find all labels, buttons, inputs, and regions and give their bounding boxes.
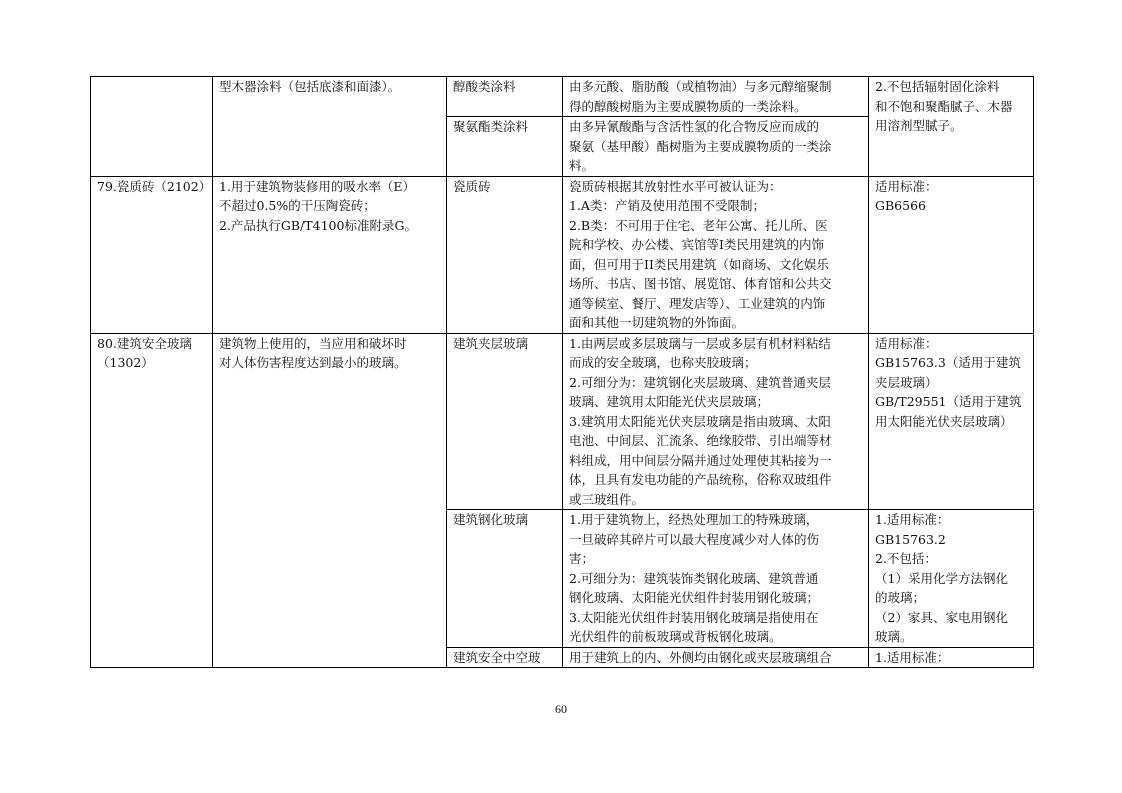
notes-cell: 适用标准： GB6566: [869, 176, 1034, 333]
notes-cell: 2.不包括辐射固化涂料 和不饱和聚酯腻子、木器 用溶剂型腻子。: [869, 77, 1034, 177]
subtype-name-cell: 醇酸类涂料: [447, 77, 563, 117]
subtype-desc-cell: 1.由两层或多层玻璃与一层或多层有机材料粘结 而成的安全玻璃，也称夹胶玻璃； 2.可细分为：建筑钢化夹层玻璃、建筑普通夹层 玻璃、建筑用太阳能光伏夹层玻璃； 3.建筑用太阳能光伏夹层玻璃是指由玻璃、太阳 电池、中间层、汇流条、绝缘胶带、引出端等材 料组成，用中间层分隔并通过处理使其粘接为一 体，且具有发电功能的产品统称，俗称双玻组件 或三玻组件。: [563, 333, 869, 510]
notes-cell: 适用标准： GB15763.3（适用于建筑 夹层玻璃） GB/T29551（适用于建筑 用太阳能光伏夹层玻璃）: [869, 333, 1034, 510]
table-row: [91, 77, 1034, 117]
notes-cell: 1.适用标准：: [869, 647, 1034, 668]
subtype-desc-cell: 由多元酸、脂肪酸（或植物油）与多元醇缩聚制 得的醇酸树脂为主要成膜物质的一类涂料。: [563, 77, 869, 117]
notes-cell: 1.适用标准： GB15763.2 2.不包括： （1）采用化学方法钢化 的玻璃； （2）家具、家电用钢化 玻璃。: [869, 510, 1034, 648]
product-cell: [91, 77, 213, 177]
scope-cell: 1.用于建筑物装修用的吸水率（E） 不超过0.5%的干压陶瓷砖； 2.产品执行GB/T4100标准附录G。: [213, 176, 447, 333]
subtype-name-cell: 聚氨酯类涂料: [447, 117, 563, 177]
subtype-desc-cell: 用于建筑上的内、外侧均由钢化或夹层玻璃组合: [563, 647, 869, 668]
page-number: 60: [555, 702, 567, 716]
product-cell: 79.瓷质砖（2102）: [91, 176, 213, 333]
standards-table: [90, 76, 1034, 668]
subtype-desc-cell: 1.用于建筑物上，经热处理加工的特殊玻璃， 一旦破碎其碎片可以最大程度减少对人体的伤 害； 2.可细分为：建筑装饰类钢化玻璃、建筑普通 钢化玻璃、太阳能光伏组件封装用钢化玻璃； 3.太阳能光伏组件封装用钢化玻璃是指使用在 光伏组件的前板玻璃或背板钢化玻璃。: [563, 510, 869, 648]
subtype-desc-cell: 由多异氰酸酯与含活性氢的化合物反应而成的 聚氨（基甲酸）酯树脂为主要成膜物质的一类涂 料。: [563, 117, 869, 177]
subtype-desc-cell: 瓷质砖根据其放射性水平可被认证为： 1.A类：产销及使用范围不受限制； 2.B类：不可用于住宅、老年公寓、托儿所、医 院和学校、办公楼、宾馆等I类民用建筑的内饰 面，但可用于II类民用建筑（如商场、文化娱乐 场所、书店、图书馆、展览馆、体育馆和公共交 通等候室、餐厅、理发店等）、工业建筑的内饰 面和其他一切建筑物的外饰面。: [563, 176, 869, 333]
table-row: [91, 333, 1034, 510]
subtype-name-cell: 建筑夹层玻璃: [447, 333, 563, 510]
subtype-name-cell: 建筑安全中空玻: [447, 647, 563, 668]
subtype-name-cell: 瓷质砖: [447, 176, 563, 333]
scope-cell: 建筑物上使用的，当应用和破坏时 对人体伤害程度达到最小的玻璃。: [213, 333, 447, 668]
product-cell: 80.建筑安全玻璃 （1302）: [91, 333, 213, 668]
subtype-name-cell: 建筑钢化玻璃: [447, 510, 563, 648]
scope-cell: 型木器涂料（包括底漆和面漆）。: [213, 77, 447, 177]
table-row: [91, 176, 1034, 333]
